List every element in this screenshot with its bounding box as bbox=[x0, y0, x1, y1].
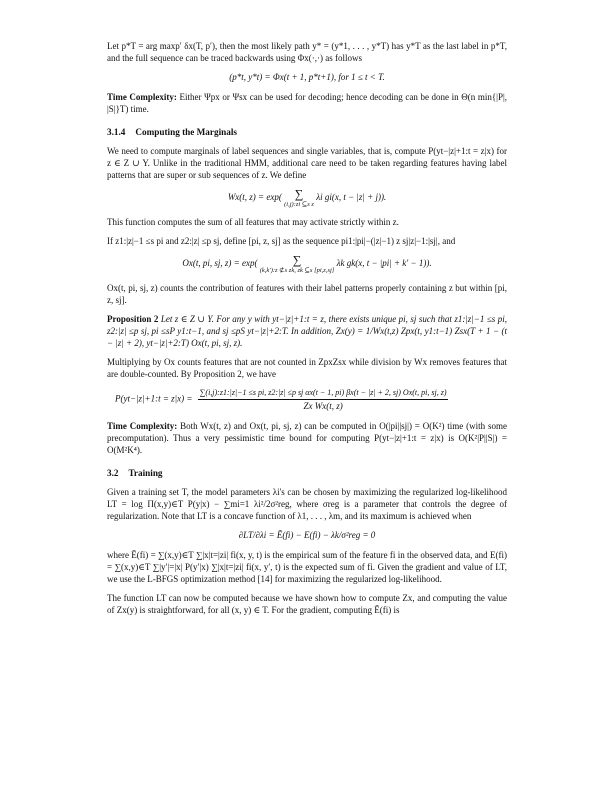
paragraph-double-counted: Multiplying by Ox counts features that are not counted in ZpxZsx while division by Wx removes features that are double-counted. By Proposition 2, we have bbox=[107, 357, 507, 379]
paragraph-marginals: We need to compute marginals of label sequences and single variables, that is, compute P(yt−|z|+1:t = z|x) for z ∈ Z ∪ Y. Unlike in the traditional HMM, additional care need to be taken regarding features having label patterns that are super or sub sequences of z. We define bbox=[107, 146, 507, 180]
equation-P-fraction bbox=[198, 387, 449, 412]
equation-W-rhs: λi gi(x, t − |z| + j)). bbox=[316, 192, 387, 203]
equation-backtrack: (p*t, y*t) = Φx(t + 1, p*t+1), for 1 ≤ t < T. bbox=[229, 72, 385, 82]
paragraph-time-complexity-marginals bbox=[107, 420, 507, 456]
paragraph-viterbi-backtrack: Let p*T = arg maxp′ δx(T, p′), then the most likely path y* = (y*1, . . . , y*T) has y*T as the last label in p*T, and the full sequence can be traced backwards using Φx(·,·) as follows bbox=[107, 41, 507, 63]
equation-marginal-probability bbox=[107, 387, 507, 412]
equation-O-sum-symbol: ∑ bbox=[292, 253, 302, 267]
section-heading-3-1-4 bbox=[107, 126, 507, 138]
paragraph-if-define: If z1:|z|−1 ≤s pi and z2:|z| ≤p sj, define [pi, z, sj] as the sequence pi1:|pi|−(|z|−1) z sj|z|−1:|sj|, and bbox=[107, 236, 456, 246]
time-complexity-label-2: Time Complexity: bbox=[107, 421, 178, 431]
equation-W bbox=[107, 188, 507, 208]
equation-O-lhs: Ox(t, pi, sj, z) = exp( bbox=[182, 258, 258, 269]
proposition-label: Proposition 2 bbox=[107, 314, 159, 324]
section-heading-3-2 bbox=[107, 467, 507, 479]
equation-O-sum-index: (k,k′):z ⊄s zk, zk ⊆s [pi,z,sj] bbox=[259, 267, 335, 274]
section-number: 3.1.4 bbox=[107, 127, 126, 137]
section-number-3-2: 3.2 bbox=[107, 468, 119, 478]
equation-P-denominator: Zx Wx(t, z) bbox=[303, 401, 343, 411]
time-complexity-text-2: Both Wx(t, z) and Ox(t, pi, sj, z) can be computed in O(|pi||sj|) = O(K²) time (with some precomputation). Thus a very pessimistic time bound for computing P(yt−|z|+1:t = z|x) is O(K²|P||S|) = O(M²K⁴). bbox=[107, 421, 508, 455]
paragraph-training: Given a training set T, the model parameters λi's can be chosen by maximizing the regularized log-likelihood LT = log Π(x,y)∈T P(y|x) − ∑mi=1 λi²/2σ²reg, where σreg is a parameter that controls the degree of regularization. Note that LT is a concave function of λ1, . . . , λm, and its maximum is achieved when bbox=[107, 487, 507, 521]
equation-O bbox=[107, 254, 507, 274]
equation-W-sum-index: (i,j):zi ⊆s z bbox=[284, 201, 314, 208]
paragraph-empirical-expected: where Ẽ(fi) = ∑(x,y)∈T ∑|x|t=|zi| fi(x, y, t) is the empirical sum of the feature fi in the observed data, and E(fi) = ∑(x,y)∈T ∑|y′|=|x| P(y′|x) ∑|x|t=|zi| fi(x, y′, t) is the expected sum of fi. Given the gradient and value of LT, we use the L-BFGS optimization method [14] for maximizing the regularized log-likelihood. bbox=[107, 550, 507, 584]
paragraph-function-computation: The function LT can now be computed because we have shown how to compute Zx, and computing the value of Zx(y) is straightforward, for all (x, y) ∈ T. For the gradient, computing Ẽ(fi) is bbox=[107, 593, 507, 615]
equation-W-lhs: Wx(t, z) = exp( bbox=[227, 192, 282, 203]
equation-gradient: ∂LT/∂λi = Ẽ(fi) − E(fi) − λk/σ²reg = 0 bbox=[238, 530, 376, 540]
paper-page bbox=[107, 40, 507, 623]
equation-O-rhs: λk gk(x, t − |pi| + k′ − 1)). bbox=[336, 258, 432, 269]
paragraph-time-complexity-decoding bbox=[107, 91, 507, 115]
equation-W-sum-symbol: ∑ bbox=[294, 187, 304, 201]
proposition-text: Let z ∈ Z ∪ Y. For any y with yt−|z|+1:t = z, there exists unique pi, sj such that z1:|z|−1 ≤s pi, z2:|z| ≤p sj, pi ≤sP y1:t−1, and sj ≤pS yt−|z|+2:T. In addition, Zx(y) = 1/Wx(t,z) Zpx(t, y1:t−1) Zsx(T + 1 − (t − |z| + 2), yt−|z|+2:T) Ox(t, pi, sj, z). bbox=[107, 314, 508, 348]
section-title: Computing the Marginals bbox=[135, 127, 237, 137]
paragraph-W-description: This function computes the sum of all features that may activate strictly within z. bbox=[107, 217, 399, 227]
section-title-3-2: Training bbox=[128, 468, 163, 478]
equation-P-numerator: ∑(i,j):z1:|z|−1 ≤s pi, z2:|z| ≤p sj αx(t − 1, pi) βx(t − |z| + 2, sj) Ox(t, pi, sj, z) bbox=[198, 387, 449, 400]
paragraph-O-description: Ox(t, pi, sj, z) counts the contribution of features with their label patterns properly containing z but within [pi, z, sj]. bbox=[107, 283, 507, 305]
equation-P-lhs: P(yt−|z|+1:t = z|x) = bbox=[115, 393, 193, 404]
time-complexity-label: Time Complexity: bbox=[107, 92, 177, 102]
time-complexity-text: Either Ψpx or Ψsx can be used for decoding; hence decoding can be done in Θ(n min{|P|, |S|}T) time. bbox=[107, 92, 508, 114]
proposition-2 bbox=[107, 313, 507, 349]
